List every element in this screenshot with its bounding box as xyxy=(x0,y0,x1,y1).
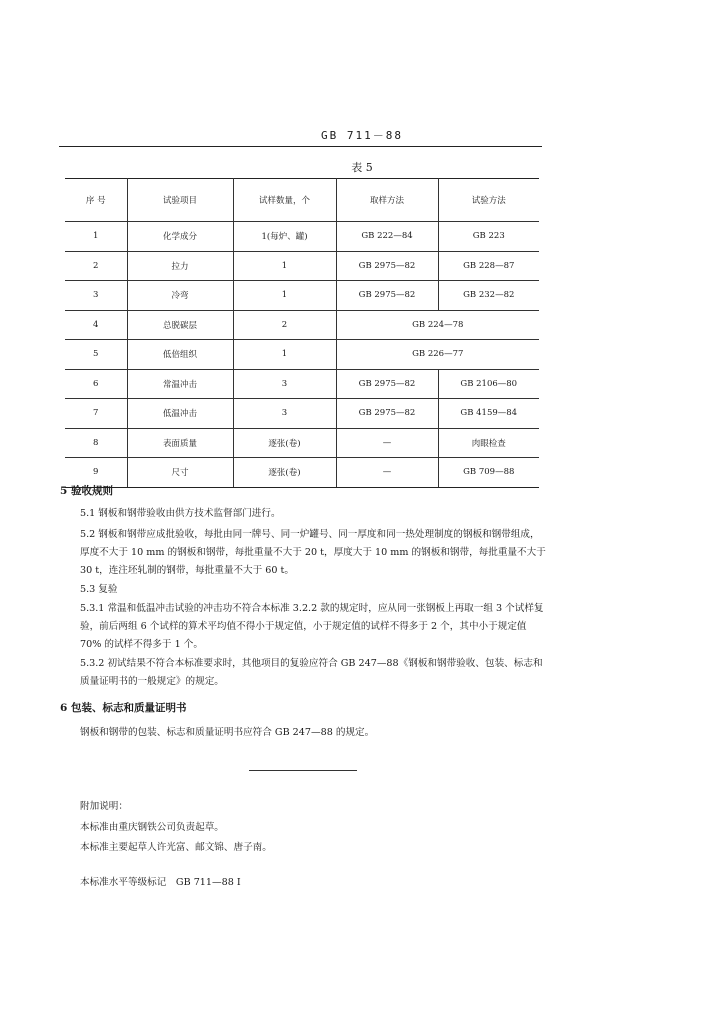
sample-count: 1 xyxy=(233,251,336,281)
test-item: 常温冲击 xyxy=(127,369,233,399)
table-row xyxy=(65,428,539,458)
column-header: 试验项目 xyxy=(127,179,233,222)
clause-6-text: 钢板和钢带的包装、标志和质量证明书应符合 GB 247—88 的规定。 xyxy=(80,727,375,738)
test-item: 冷弯 xyxy=(127,281,233,311)
sample-count: 逐张(卷) xyxy=(233,428,336,458)
test-item: 尺寸 xyxy=(127,458,233,488)
test-method: GB 232—82 xyxy=(438,281,539,311)
row-number: 7 xyxy=(65,399,127,429)
column-header: 试样数量，个 xyxy=(233,179,336,222)
column-header: 序 号 xyxy=(65,179,127,222)
row-number: 8 xyxy=(65,428,127,458)
header-rule xyxy=(59,146,542,147)
column-header: 取样方法 xyxy=(336,179,438,222)
sampling-method: GB 2975—82 xyxy=(336,399,438,429)
sampling-method: GB 2975—82 xyxy=(336,369,438,399)
sampling-method: GB 222—84 xyxy=(336,222,438,252)
table-row xyxy=(65,369,539,399)
test-item: 低温冲击 xyxy=(127,399,233,429)
section-6-heading: 6 包装、标志和质量证明书 xyxy=(60,702,187,714)
sample-count: 逐张(卷) xyxy=(233,458,336,488)
clause-5-3-1: 5.3.1 常温和低温冲击试验的冲击功不符合本标准 3.2.2 款的规定时，应从同一张钢板上再取一组 3 个试样复验，前后两组 6 个试样的算术平均值不得小于规定值，小于规定值的试样不得多于 2 个，其中小于规定值 70% 的试样不得多于 1 个。 xyxy=(80,603,544,650)
row-number: 2 xyxy=(65,251,127,281)
test-item: 表面质量 xyxy=(127,428,233,458)
sample-count: 2 xyxy=(233,310,336,340)
table-row xyxy=(65,458,539,488)
sample-count: 3 xyxy=(233,399,336,429)
test-method: GB 2106—80 xyxy=(438,369,539,399)
row-number: 5 xyxy=(65,340,127,370)
clause-5-3-2: 5.3.2 初试结果不符合本标准要求时，其他项目的复验应符合 GB 247—88《钢板和钢带验收、包装、标志和质量证明书的一般规定》的规定。 xyxy=(80,658,543,687)
notes-drafters: 本标准主要起草人许光富、邮文锦、唐子南。 xyxy=(80,842,272,853)
table-title: 表 5 xyxy=(351,161,373,174)
test-items-table xyxy=(65,178,539,488)
test-item: 总脱碳层 xyxy=(127,310,233,340)
clause-5-2: 5.2 钢板和钢带应成批验收，每批由同一牌号、同一炉罐号、同一厚度和同一热处理制度的钢板和钢带组成，厚度不大于 10 mm 的钢板和钢带，每批重量不大于 20 t，厚度大于 10 mm 的钢板和钢带，每批重量不大于 30 t，连注坯轧制的钢带，每批重量不大于 60 t。 xyxy=(80,529,546,576)
sample-count: 1 xyxy=(233,281,336,311)
row-number: 9 xyxy=(65,458,127,488)
clause-5-1: 5.1 钢板和钢带验收由供方技术监督部门进行。 xyxy=(80,508,281,519)
row-number: 1 xyxy=(65,222,127,252)
standard-number-header: GB 711－88 xyxy=(321,129,403,142)
table-row xyxy=(65,310,539,340)
row-number: 4 xyxy=(65,310,127,340)
notes-title: 附加说明： xyxy=(80,801,128,812)
test-item: 化学成分 xyxy=(127,222,233,252)
column-header: 试验方法 xyxy=(438,179,539,222)
sampling-method: GB 2975—82 xyxy=(336,281,438,311)
separator-rule xyxy=(249,770,357,771)
table-row xyxy=(65,251,539,281)
sampling-method: GB 2975—82 xyxy=(336,251,438,281)
section-5-heading: 5 验收规则 xyxy=(60,485,113,497)
merged-method: GB 226—77 xyxy=(336,340,539,370)
sample-count: 3 xyxy=(233,369,336,399)
sample-count: 1 xyxy=(233,340,336,370)
table-row xyxy=(65,281,539,311)
notes-drafting-unit: 本标准由重庆钢铁公司负责起草。 xyxy=(80,822,224,833)
test-method: GB 228—87 xyxy=(438,251,539,281)
test-item: 低倍组织 xyxy=(127,340,233,370)
sampling-method: — xyxy=(336,428,438,458)
test-method: GB 223 xyxy=(438,222,539,252)
merged-method: GB 224—78 xyxy=(336,310,539,340)
sampling-method: — xyxy=(336,458,438,488)
clause-5-3: 5.3 复验 xyxy=(80,584,118,595)
sample-count: 1(每炉、罐) xyxy=(233,222,336,252)
table-row xyxy=(65,340,539,370)
standard-level-mark: 本标准水平等级标记 GB 711—88 I xyxy=(80,877,241,888)
test-method: GB 4159—84 xyxy=(438,399,539,429)
row-number: 3 xyxy=(65,281,127,311)
test-method: GB 709—88 xyxy=(438,458,539,488)
row-number: 6 xyxy=(65,369,127,399)
table-header-row xyxy=(65,179,539,222)
test-method: 肉眼检查 xyxy=(438,428,539,458)
table-row xyxy=(65,399,539,429)
table-row xyxy=(65,222,539,252)
test-item: 拉力 xyxy=(127,251,233,281)
